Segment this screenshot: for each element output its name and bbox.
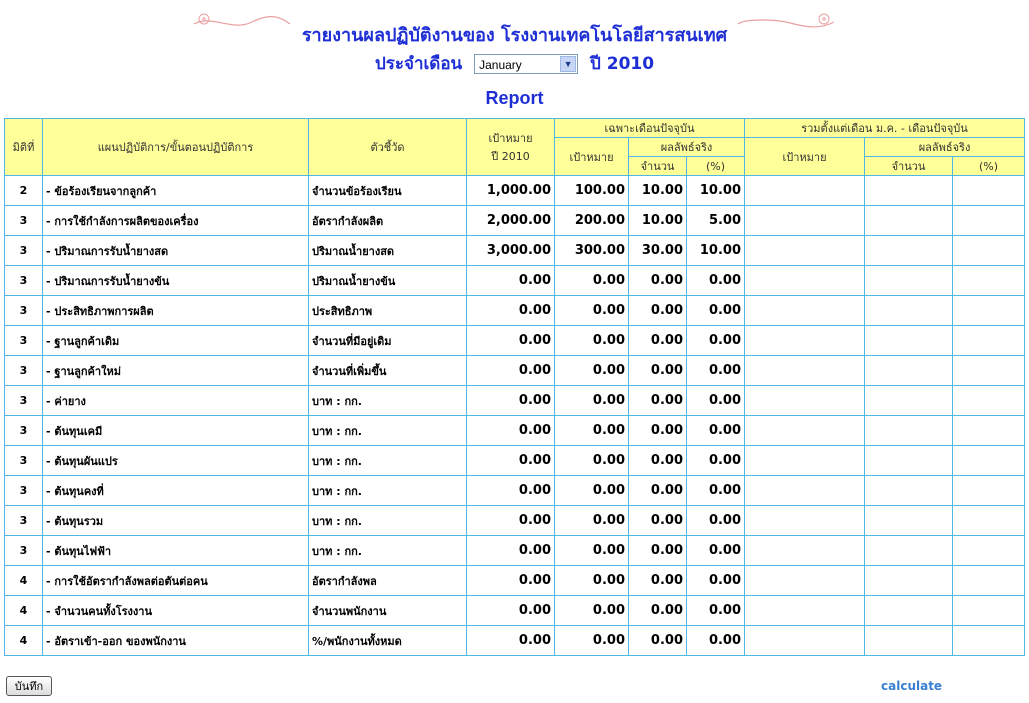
cell-target-year: 0.00 <box>467 356 555 386</box>
cell-target-cum <box>745 386 865 416</box>
cell-percent-cum <box>953 446 1025 476</box>
chevron-down-icon[interactable]: ▼ <box>560 56 576 72</box>
table-row <box>5 266 1025 296</box>
cell-amount: 0.00 <box>629 266 687 296</box>
cell-target-cum <box>745 566 865 596</box>
cell-plan: - ข้อร้องเรียนจากลูกค้า <box>43 176 309 206</box>
col-dimension: มิติที่ <box>5 119 43 176</box>
month-select[interactable] <box>474 54 578 74</box>
table-row <box>5 476 1025 506</box>
cell-amount: 0.00 <box>629 446 687 476</box>
cell-dimension: 3 <box>5 386 43 416</box>
cell-plan: - การใช้กำลังการผลิตของเครื่อง <box>43 206 309 236</box>
cell-target-cum <box>745 326 865 356</box>
cell-percent: 0.00 <box>687 506 745 536</box>
cell-target-cum <box>745 536 865 566</box>
cell-target: 0.00 <box>555 536 629 566</box>
cell-percent-cum <box>953 536 1025 566</box>
cell-amount-cum <box>865 356 953 386</box>
cell-amount: 0.00 <box>629 416 687 446</box>
cell-percent-cum <box>953 626 1025 656</box>
cell-percent-cum <box>953 356 1025 386</box>
cell-dimension: 3 <box>5 266 43 296</box>
cell-plan: - ค่ายาง <box>43 386 309 416</box>
cell-amount: 0.00 <box>629 296 687 326</box>
cell-indicator: บาท : กก. <box>309 536 467 566</box>
period-selector-row <box>0 50 1029 77</box>
cell-target-year: 0.00 <box>467 536 555 566</box>
col-target-year-line2: ปี 2010 <box>491 150 530 163</box>
cell-target-year: 0.00 <box>467 386 555 416</box>
cell-percent: 0.00 <box>687 356 745 386</box>
cell-percent-cum <box>953 506 1025 536</box>
cell-dimension: 3 <box>5 416 43 446</box>
cell-target-year: 0.00 <box>467 296 555 326</box>
cell-indicator: จำนวนที่เพิ่มขึ้น <box>309 356 467 386</box>
cell-indicator: %/พนักงานทั้งหมด <box>309 626 467 656</box>
cell-amount-cum <box>865 596 953 626</box>
cell-percent-cum <box>953 596 1025 626</box>
cell-dimension: 3 <box>5 476 43 506</box>
cell-plan: - ฐานลูกค้าเดิม <box>43 326 309 356</box>
cell-amount: 0.00 <box>629 596 687 626</box>
col-target-year-line1: เป้าหมาย <box>488 132 533 145</box>
calculate-link[interactable]: calculate <box>881 679 943 693</box>
cell-dimension: 3 <box>5 326 43 356</box>
cell-dimension: 2 <box>5 176 43 206</box>
cell-percent-cum <box>953 566 1025 596</box>
cell-indicator: บาท : กก. <box>309 446 467 476</box>
cell-amount: 10.00 <box>629 206 687 236</box>
cell-plan: - ปริมาณการรับน้ำยางข้น <box>43 266 309 296</box>
cell-indicator: จำนวนข้อร้องเรียน <box>309 176 467 206</box>
cell-indicator: อัตรากำลังพล <box>309 566 467 596</box>
cell-indicator: จำนวนที่มีอยู่เดิม <box>309 326 467 356</box>
cell-amount-cum <box>865 416 953 446</box>
col-amount: จำนวน <box>629 157 687 176</box>
cell-target: 100.00 <box>555 176 629 206</box>
cell-target-year: 0.00 <box>467 446 555 476</box>
table-row <box>5 176 1025 206</box>
cell-dimension: 3 <box>5 506 43 536</box>
table-row <box>5 296 1025 326</box>
col-current-month: เฉพาะเดือนปัจจุบัน <box>555 119 745 138</box>
cell-percent: 10.00 <box>687 236 745 266</box>
save-button[interactable]: บันทึก <box>6 676 52 696</box>
cell-target-cum <box>745 506 865 536</box>
cell-target: 0.00 <box>555 446 629 476</box>
cell-plan: - ประสิทธิภาพการผลิต <box>43 296 309 326</box>
cell-percent: 0.00 <box>687 596 745 626</box>
cell-percent-cum <box>953 266 1025 296</box>
cell-dimension: 3 <box>5 206 43 236</box>
cell-target-cum <box>745 296 865 326</box>
cell-amount-cum <box>865 326 953 356</box>
cell-amount: 0.00 <box>629 536 687 566</box>
cell-amount-cum <box>865 536 953 566</box>
cell-target-cum <box>745 626 865 656</box>
cell-percent: 0.00 <box>687 296 745 326</box>
cell-amount-cum <box>865 476 953 506</box>
cell-target-year: 0.00 <box>467 326 555 356</box>
cell-indicator: บาท : กก. <box>309 386 467 416</box>
cell-amount-cum <box>865 176 953 206</box>
cell-indicator: ปริมาณน้ำยางสด <box>309 236 467 266</box>
cell-amount: 0.00 <box>629 506 687 536</box>
cell-indicator: บาท : กก. <box>309 476 467 506</box>
cell-amount-cum <box>865 296 953 326</box>
cell-plan: - ต้นทุนไฟฟ้า <box>43 536 309 566</box>
cell-target-year: 3,000.00 <box>467 236 555 266</box>
cell-plan: - อัตราเข้า-ออก ของพนักงาน <box>43 626 309 656</box>
table-row <box>5 506 1025 536</box>
cell-amount: 0.00 <box>629 356 687 386</box>
cell-percent-cum <box>953 476 1025 506</box>
cell-amount: 0.00 <box>629 566 687 596</box>
cell-target: 0.00 <box>555 506 629 536</box>
cell-plan: - ต้นทุนผันแปร <box>43 446 309 476</box>
cell-percent-cum <box>953 386 1025 416</box>
cell-indicator: อัตรากำลังผลิต <box>309 206 467 236</box>
cell-percent: 5.00 <box>687 206 745 236</box>
period-label: ประจำเดือน <box>374 54 463 74</box>
table-row <box>5 356 1025 386</box>
cell-plan: - การใช้อัตรากำลังพลต่อตันต่อคน <box>43 566 309 596</box>
cell-indicator: บาท : กก. <box>309 416 467 446</box>
month-select-value: January <box>479 58 522 72</box>
cell-amount: 0.00 <box>629 386 687 416</box>
cell-amount-cum <box>865 206 953 236</box>
col-indicator: ตัวชี้วัด <box>309 119 467 176</box>
cell-target-cum <box>745 356 865 386</box>
cell-target: 0.00 <box>555 476 629 506</box>
cell-amount: 0.00 <box>629 476 687 506</box>
col-target-year <box>467 119 555 176</box>
cell-target-year: 0.00 <box>467 266 555 296</box>
cell-percent-cum <box>953 326 1025 356</box>
cell-target: 300.00 <box>555 236 629 266</box>
cell-target: 0.00 <box>555 626 629 656</box>
page-title: รายงานผลปฏิบัติงานของ โรงงานเทคโนโลยีสารสนเทศ <box>301 25 728 46</box>
cell-target: 0.00 <box>555 356 629 386</box>
cell-plan: - ฐานลูกค้าใหม่ <box>43 356 309 386</box>
cell-plan: - ปริมาณการรับน้ำยางสด <box>43 236 309 266</box>
cell-percent-cum <box>953 416 1025 446</box>
col-percent-cum: (%) <box>953 157 1025 176</box>
table-row <box>5 536 1025 566</box>
report-header <box>0 0 1029 120</box>
table-row <box>5 386 1025 416</box>
table-row <box>5 566 1025 596</box>
cell-amount-cum <box>865 266 953 296</box>
cell-plan: - ต้นทุนเคมี <box>43 416 309 446</box>
cell-percent: 10.00 <box>687 176 745 206</box>
cell-dimension: 4 <box>5 626 43 656</box>
cell-target: 0.00 <box>555 566 629 596</box>
table-row <box>5 206 1025 236</box>
cell-percent: 0.00 <box>687 266 745 296</box>
cell-percent-cum <box>953 176 1025 206</box>
col-target-cum: เป้าหมาย <box>745 138 865 176</box>
cell-target: 0.00 <box>555 386 629 416</box>
table-row <box>5 596 1025 626</box>
table-row <box>5 326 1025 356</box>
cell-percent: 0.00 <box>687 416 745 446</box>
report-heading: Report <box>485 88 544 108</box>
performance-table <box>4 118 1025 656</box>
cell-amount-cum <box>865 566 953 596</box>
cell-target: 200.00 <box>555 206 629 236</box>
table-body <box>5 176 1025 656</box>
cell-target-year: 2,000.00 <box>467 206 555 236</box>
cell-indicator: บาท : กก. <box>309 506 467 536</box>
cell-target-year: 1,000.00 <box>467 176 555 206</box>
cell-target-cum <box>745 236 865 266</box>
cell-amount: 0.00 <box>629 626 687 656</box>
cell-plan: - ต้นทุนรวม <box>43 506 309 536</box>
col-cumulative: รวมตั้งแต่เดือน ม.ค. - เดือนปัจจุบัน <box>745 119 1025 138</box>
cell-amount: 0.00 <box>629 326 687 356</box>
cell-target-year: 0.00 <box>467 596 555 626</box>
cell-dimension: 3 <box>5 356 43 386</box>
cell-percent-cum <box>953 296 1025 326</box>
col-plan: แผนปฏิบัติการ/ขั้นตอนปฏิบัติการ <box>43 119 309 176</box>
cell-percent: 0.00 <box>687 386 745 416</box>
cell-dimension: 3 <box>5 536 43 566</box>
cell-target: 0.00 <box>555 296 629 326</box>
cell-percent: 0.00 <box>687 626 745 656</box>
table-row <box>5 236 1025 266</box>
table-row <box>5 416 1025 446</box>
cell-target-year: 0.00 <box>467 506 555 536</box>
cell-percent: 0.00 <box>687 566 745 596</box>
cell-amount-cum <box>865 506 953 536</box>
col-actual-cum: ผลลัพธ์จริง <box>865 138 1025 157</box>
cell-target: 0.00 <box>555 416 629 446</box>
cell-percent: 0.00 <box>687 536 745 566</box>
cell-amount-cum <box>865 386 953 416</box>
col-amount-cum: จำนวน <box>865 157 953 176</box>
table-row <box>5 446 1025 476</box>
cell-amount: 30.00 <box>629 236 687 266</box>
cell-target: 0.00 <box>555 596 629 626</box>
cell-target: 0.00 <box>555 266 629 296</box>
cell-percent-cum <box>953 236 1025 266</box>
cell-dimension: 4 <box>5 596 43 626</box>
cell-dimension: 4 <box>5 566 43 596</box>
table-row <box>5 626 1025 656</box>
cell-target-cum <box>745 596 865 626</box>
cell-percent: 0.00 <box>687 476 745 506</box>
cell-plan: - จำนวนคนทั้งโรงงาน <box>43 596 309 626</box>
cell-percent: 0.00 <box>687 326 745 356</box>
cell-percent: 0.00 <box>687 446 745 476</box>
cell-target-cum <box>745 446 865 476</box>
cell-target-cum <box>745 476 865 506</box>
cell-amount-cum <box>865 236 953 266</box>
cell-dimension: 3 <box>5 296 43 326</box>
cell-target-year: 0.00 <box>467 416 555 446</box>
cell-percent-cum <box>953 206 1025 236</box>
cell-amount-cum <box>865 626 953 656</box>
col-percent: (%) <box>687 157 745 176</box>
col-target: เป้าหมาย <box>555 138 629 176</box>
col-actual: ผลลัพธ์จริง <box>629 138 745 157</box>
cell-indicator: ประสิทธิภาพ <box>309 296 467 326</box>
cell-target-year: 0.00 <box>467 566 555 596</box>
cell-plan: - ต้นทุนคงที่ <box>43 476 309 506</box>
cell-amount: 10.00 <box>629 176 687 206</box>
year-label: ปี 2010 <box>590 54 655 74</box>
cell-dimension: 3 <box>5 446 43 476</box>
cell-indicator: ปริมาณน้ำยางข้น <box>309 266 467 296</box>
cell-target-cum <box>745 416 865 446</box>
cell-target-cum <box>745 206 865 236</box>
cell-target-cum <box>745 176 865 206</box>
cell-dimension: 3 <box>5 236 43 266</box>
cell-target-cum <box>745 266 865 296</box>
cell-amount-cum <box>865 446 953 476</box>
cell-target-year: 0.00 <box>467 476 555 506</box>
cell-indicator: จำนวนพนักงาน <box>309 596 467 626</box>
cell-target: 0.00 <box>555 326 629 356</box>
cell-target-year: 0.00 <box>467 626 555 656</box>
